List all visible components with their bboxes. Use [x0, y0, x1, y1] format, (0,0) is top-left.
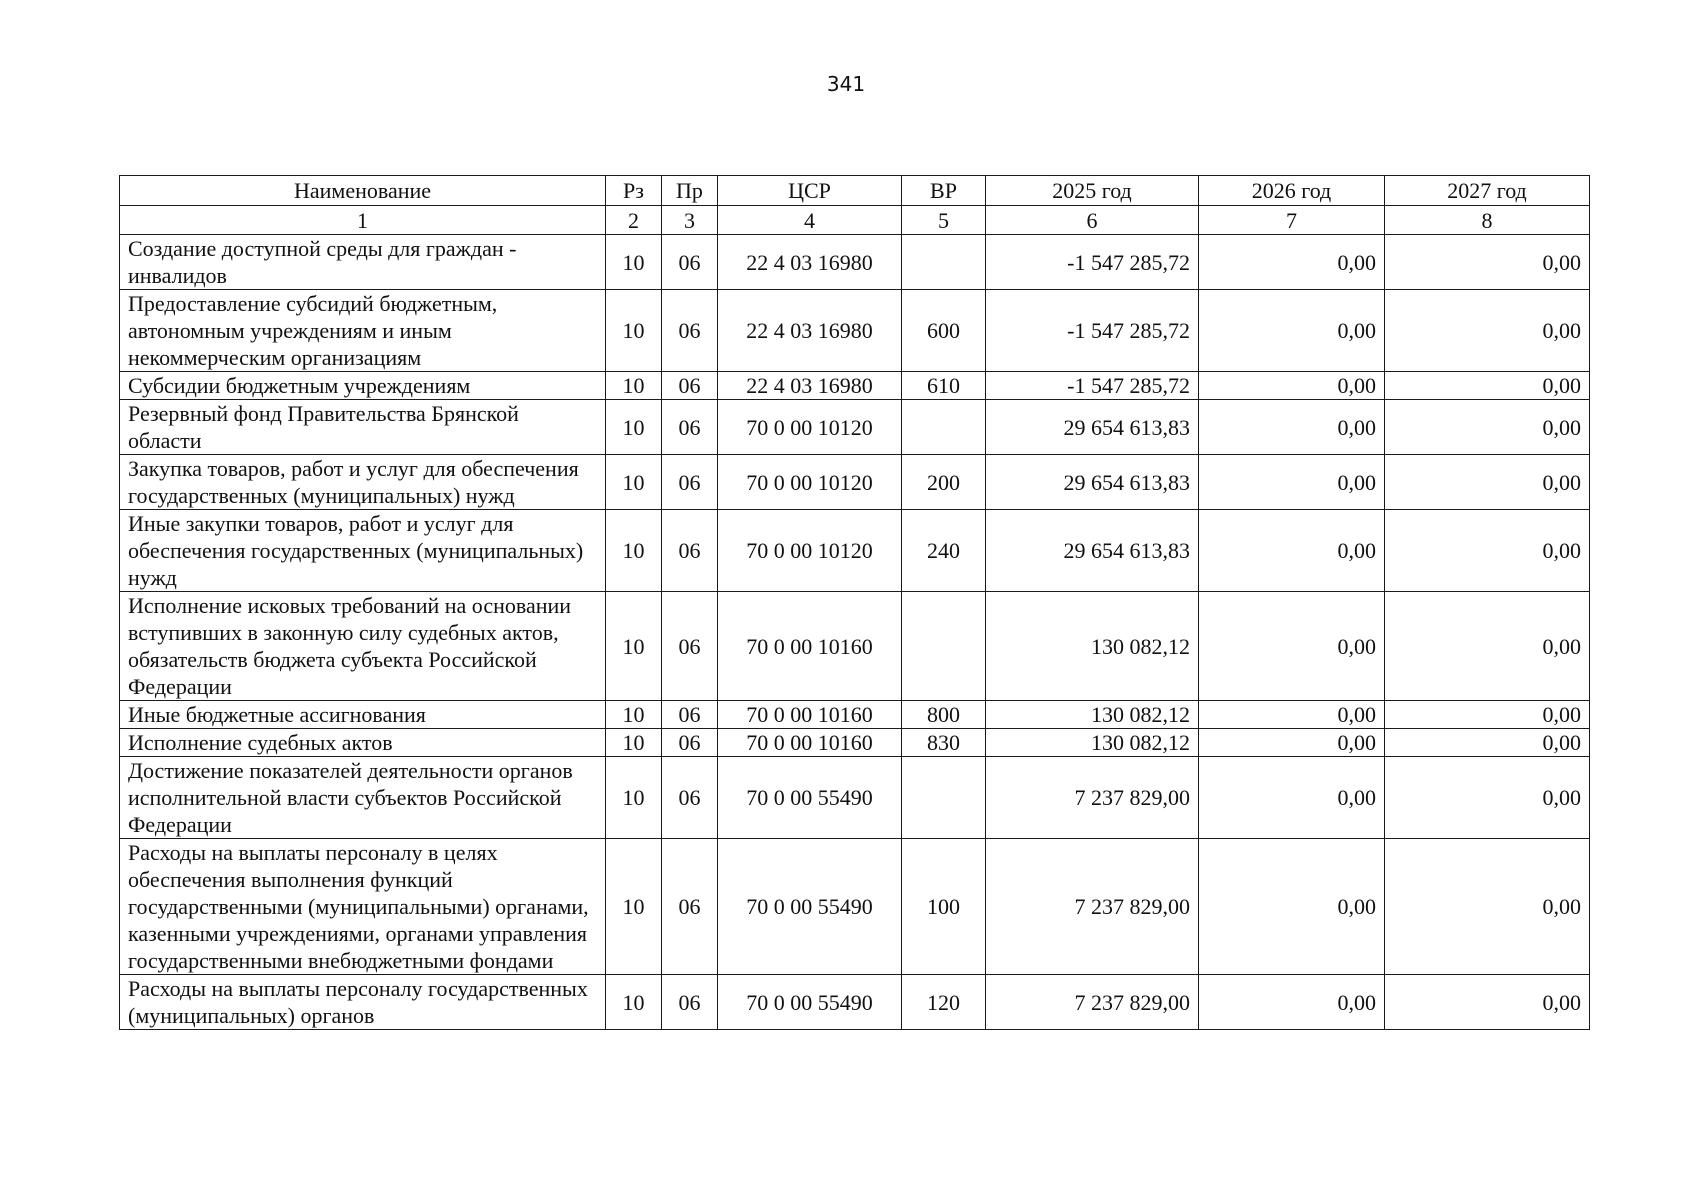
row-rz: 10: [606, 592, 662, 701]
header-2027: 2027 год: [1385, 176, 1590, 206]
table-row: [120, 510, 1590, 592]
row-csr: 70 0 00 10120: [718, 400, 902, 455]
row-csr: 70 0 00 10120: [718, 455, 902, 510]
row-2026-amount: 0,00: [1199, 757, 1385, 839]
row-csr: 70 0 00 10160: [718, 729, 902, 757]
row-csr: 22 4 03 16980: [718, 235, 902, 290]
row-pr: 06: [662, 975, 718, 1030]
row-csr: 70 0 00 55490: [718, 839, 902, 975]
row-csr: 22 4 03 16980: [718, 372, 902, 400]
column-number: 4: [718, 206, 902, 235]
row-csr: 70 0 00 10120: [718, 510, 902, 592]
header-2025: 2025 год: [986, 176, 1199, 206]
table-row: [120, 235, 1590, 290]
row-2026-amount: 0,00: [1199, 975, 1385, 1030]
row-2026-amount: 0,00: [1199, 290, 1385, 372]
column-number: 5: [902, 206, 986, 235]
row-pr: 06: [662, 235, 718, 290]
row-name: Исполнение судебных актов: [120, 729, 606, 757]
row-2027-amount: 0,00: [1385, 592, 1590, 701]
row-name: Расходы на выплаты персоналу государственных (муниципальных) органов: [120, 975, 606, 1030]
row-pr: 06: [662, 455, 718, 510]
row-2025-amount: -1 547 285,72: [986, 290, 1199, 372]
row-2027-amount: 0,00: [1385, 729, 1590, 757]
row-2026-amount: 0,00: [1199, 592, 1385, 701]
table-row: [120, 290, 1590, 372]
row-2027-amount: 0,00: [1385, 235, 1590, 290]
row-2027-amount: 0,00: [1385, 372, 1590, 400]
table-row: [120, 839, 1590, 975]
column-number-row: [120, 206, 1590, 235]
row-2027-amount: 0,00: [1385, 400, 1590, 455]
row-name: Иные закупки товаров, работ и услуг для обеспечения государственных (муниципальных) нужд: [120, 510, 606, 592]
row-pr: 06: [662, 290, 718, 372]
row-vr: 830: [902, 729, 986, 757]
column-number: 7: [1199, 206, 1385, 235]
column-number: 6: [986, 206, 1199, 235]
row-2026-amount: 0,00: [1199, 729, 1385, 757]
table-row: [120, 372, 1590, 400]
row-2026-amount: 0,00: [1199, 510, 1385, 592]
row-rz: 10: [606, 400, 662, 455]
row-2025-amount: 7 237 829,00: [986, 839, 1199, 975]
row-2025-amount: 130 082,12: [986, 729, 1199, 757]
row-rz: 10: [606, 510, 662, 592]
row-2026-amount: 0,00: [1199, 701, 1385, 729]
row-name: Создание доступной среды для граждан - инвалидов: [120, 235, 606, 290]
header-2026: 2026 год: [1199, 176, 1385, 206]
table-row: [120, 592, 1590, 701]
row-pr: 06: [662, 400, 718, 455]
row-2025-amount: -1 547 285,72: [986, 235, 1199, 290]
column-number: 8: [1385, 206, 1590, 235]
row-csr: 70 0 00 10160: [718, 701, 902, 729]
row-2027-amount: 0,00: [1385, 290, 1590, 372]
row-vr: 610: [902, 372, 986, 400]
row-2026-amount: 0,00: [1199, 372, 1385, 400]
row-2025-amount: 29 654 613,83: [986, 455, 1199, 510]
page-number: 341: [826, 72, 866, 96]
header-vr: ВР: [902, 176, 986, 206]
row-pr: 06: [662, 701, 718, 729]
row-2026-amount: 0,00: [1199, 839, 1385, 975]
row-2026-amount: 0,00: [1199, 235, 1385, 290]
row-2025-amount: 29 654 613,83: [986, 400, 1199, 455]
row-2027-amount: 0,00: [1385, 701, 1590, 729]
row-2025-amount: -1 547 285,72: [986, 372, 1199, 400]
row-name: Резервный фонд Правительства Брянской области: [120, 400, 606, 455]
row-pr: 06: [662, 839, 718, 975]
row-rz: 10: [606, 729, 662, 757]
row-2025-amount: 7 237 829,00: [986, 757, 1199, 839]
row-pr: 06: [662, 510, 718, 592]
row-2026-amount: 0,00: [1199, 455, 1385, 510]
table-row: [120, 757, 1590, 839]
row-vr: 200: [902, 455, 986, 510]
table-row: [120, 701, 1590, 729]
row-2025-amount: 29 654 613,83: [986, 510, 1199, 592]
row-2027-amount: 0,00: [1385, 975, 1590, 1030]
table-row: [120, 455, 1590, 510]
row-vr: [902, 400, 986, 455]
row-csr: 70 0 00 55490: [718, 757, 902, 839]
column-number: 1: [120, 206, 606, 235]
row-2027-amount: 0,00: [1385, 455, 1590, 510]
row-csr: 70 0 00 10160: [718, 592, 902, 701]
row-rz: 10: [606, 455, 662, 510]
row-rz: 10: [606, 372, 662, 400]
header-rz: Рз: [606, 176, 662, 206]
row-name: Субсидии бюджетным учреждениям: [120, 372, 606, 400]
row-2027-amount: 0,00: [1385, 757, 1590, 839]
row-vr: 600: [902, 290, 986, 372]
row-name: Расходы на выплаты персоналу в целях обеспечения выполнения функций государственными (муниципальными) органами, казенными учреждениями, органами управления государственными внебюджетными фондами: [120, 839, 606, 975]
row-2026-amount: 0,00: [1199, 400, 1385, 455]
row-rz: 10: [606, 757, 662, 839]
row-rz: 10: [606, 975, 662, 1030]
row-vr: 100: [902, 839, 986, 975]
row-vr: [902, 235, 986, 290]
row-csr: 70 0 00 55490: [718, 975, 902, 1030]
row-vr: [902, 757, 986, 839]
header-pr: Пр: [662, 176, 718, 206]
column-number: 3: [662, 206, 718, 235]
row-csr: 22 4 03 16980: [718, 290, 902, 372]
row-pr: 06: [662, 592, 718, 701]
table-row: [120, 975, 1590, 1030]
row-vr: 120: [902, 975, 986, 1030]
row-rz: 10: [606, 839, 662, 975]
header-row: [120, 176, 1590, 206]
row-pr: 06: [662, 729, 718, 757]
row-2027-amount: 0,00: [1385, 839, 1590, 975]
row-vr: 240: [902, 510, 986, 592]
row-name: Достижение показателей деятельности органов исполнительной власти субъектов Российской Федерации: [120, 757, 606, 839]
row-pr: 06: [662, 372, 718, 400]
header-name: Наименование: [120, 176, 606, 206]
row-vr: [902, 592, 986, 701]
row-name: Иные бюджетные ассигнования: [120, 701, 606, 729]
row-2027-amount: 0,00: [1385, 510, 1590, 592]
header-csr: ЦСР: [718, 176, 902, 206]
table-row: [120, 729, 1590, 757]
row-2025-amount: 130 082,12: [986, 592, 1199, 701]
row-name: Закупка товаров, работ и услуг для обеспечения государственных (муниципальных) нужд: [120, 455, 606, 510]
row-name: Предоставление субсидий бюджетным, автономным учреждениям и иным некоммерческим организациям: [120, 290, 606, 372]
budget-table: [119, 175, 1590, 1030]
row-2025-amount: 130 082,12: [986, 701, 1199, 729]
row-rz: 10: [606, 701, 662, 729]
row-pr: 06: [662, 757, 718, 839]
column-number: 2: [606, 206, 662, 235]
row-2025-amount: 7 237 829,00: [986, 975, 1199, 1030]
row-rz: 10: [606, 235, 662, 290]
table-row: [120, 400, 1590, 455]
row-rz: 10: [606, 290, 662, 372]
row-vr: 800: [902, 701, 986, 729]
row-name: Исполнение исковых требований на основании вступивших в законную силу судебных актов, обязательств бюджета субъекта Российской Федерации: [120, 592, 606, 701]
